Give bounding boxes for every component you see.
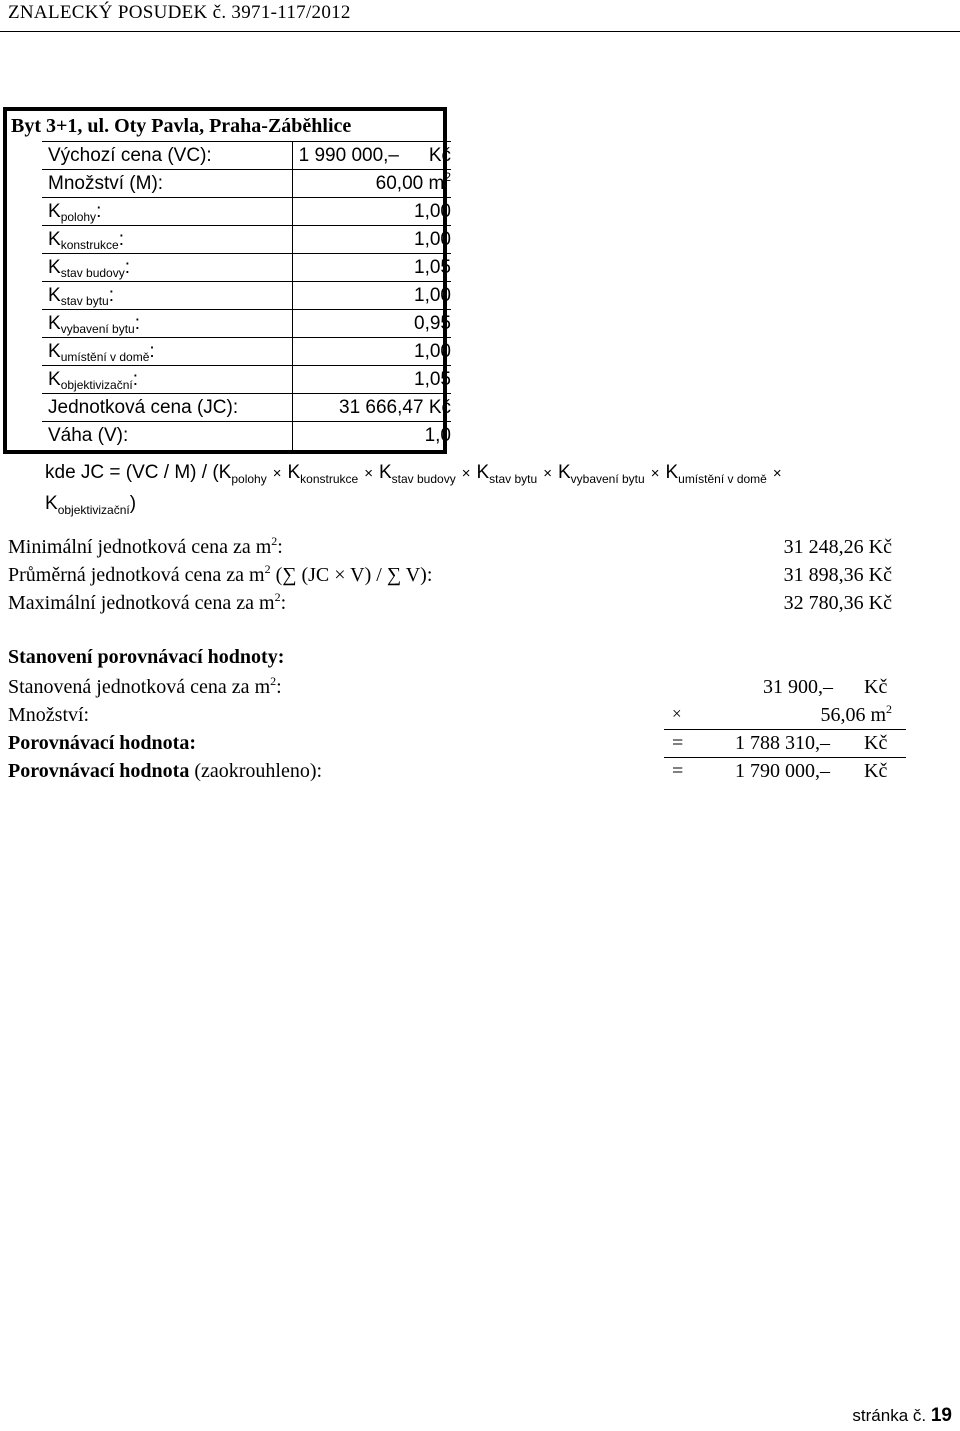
row-label: $K_{konstrukce}$: xyxy=(48,229,124,252)
row-value: 31 666,47 Kč xyxy=(339,397,451,418)
column-divider xyxy=(292,394,293,422)
determined-unit-price-value: 31 900,– xyxy=(763,676,833,698)
document-header-title: ZNALECKÝ POSUDEK č. 3971-117/2012 xyxy=(8,2,351,23)
row-k-building-state xyxy=(42,253,451,281)
min-unit-price-label: Minimální jednotková cena za $m^2$: xyxy=(8,534,283,558)
row-label: $K_{stav budovy}$: xyxy=(48,257,131,280)
comparative-value-unit: Kč xyxy=(864,732,888,754)
row-label: $K_{polohy}$: xyxy=(48,201,102,224)
page-footer xyxy=(852,1405,952,1427)
valuation-table-title: Byt 3+1, ul. Oty Pavla, Praha-Záběhlice xyxy=(11,115,352,137)
header-rule xyxy=(0,31,960,32)
quantity-value: 56,06 $m^2$ xyxy=(820,702,892,726)
row-k-equipment xyxy=(42,309,451,337)
row-k-placement xyxy=(42,337,451,365)
column-divider xyxy=(292,422,293,451)
column-divider xyxy=(292,282,293,310)
page-label: stránka č. xyxy=(852,1406,927,1425)
min-unit-price-value: 31 248,26 Kč xyxy=(783,536,892,558)
row-label: Množství (M): xyxy=(48,173,164,194)
row-label: $K_{objektivizační}$: xyxy=(48,369,139,392)
column-divider xyxy=(292,254,293,282)
column-divider xyxy=(292,310,293,338)
row-value: 1,05 xyxy=(414,369,451,390)
formula-text: kde JC = $(VC / M) / (K_{polohy} \times K_{konstrukce} \times K_{stav budovy} \times K_{stav bytu} \times K_{vybavení bytu} \times K_{umístění v domě}$ × $K_{objektivizační}$) xyxy=(45,462,782,517)
column-divider xyxy=(292,198,293,226)
avg-unit-price-value: 31 898,36 Kč xyxy=(783,564,892,586)
row-value: 1,00 xyxy=(414,341,451,362)
row-label: Váha (V): xyxy=(48,425,129,446)
avg-unit-price-label: Průměrná jednotková cena za $m^2$ (∑ (JC × V) / ∑ V): xyxy=(8,562,433,586)
row-quantity xyxy=(42,169,451,197)
determination-heading: Stanovení porovnávací hodnoty: xyxy=(8,646,285,668)
equals-operator: = xyxy=(672,760,684,782)
row-value: 0,95 xyxy=(414,313,451,334)
rounded-value: 1 790 000,– xyxy=(735,760,830,782)
equals-operator: = xyxy=(672,732,684,754)
row-value: 1,05 xyxy=(414,257,451,278)
row-k-construction xyxy=(42,225,451,253)
row-weight xyxy=(42,421,451,450)
row-label: $K_{stav bytu}$: xyxy=(48,285,114,308)
row-k-objectivization xyxy=(42,365,451,393)
row-initial-price xyxy=(42,141,451,169)
comparative-value-label: Porovnávací hodnota: xyxy=(8,732,196,754)
column-divider xyxy=(292,142,293,170)
row-value: 1,00 xyxy=(414,285,451,306)
row-label: Jednotková cena (JC): xyxy=(48,397,239,418)
column-divider xyxy=(292,366,293,394)
row-label: $K_{umístění v domě}$: xyxy=(48,341,155,364)
max-unit-price-label: Maximální jednotková cena za $m^2$: xyxy=(8,590,287,614)
rounded-value-label: Porovnávací hodnota (zaokrouhleno): xyxy=(8,760,323,782)
row-value: 1,00 xyxy=(414,229,451,250)
row-label: $K_{vybavení bytu}$: xyxy=(48,313,141,336)
row-k-flat-state xyxy=(42,281,451,309)
column-divider xyxy=(292,170,293,198)
comparative-value: 1 788 310,– xyxy=(735,732,830,754)
sum-rule xyxy=(664,729,906,730)
row-unit-price xyxy=(42,393,451,421)
determined-unit-price-unit: Kč xyxy=(864,676,888,698)
determined-unit-price-label: Stanovená jednotková cena za $m^2$: xyxy=(8,674,282,698)
row-label: Výchozí cena (VC): xyxy=(48,145,212,166)
page-number: 19 xyxy=(930,1405,952,1426)
column-divider xyxy=(292,338,293,366)
quantity-label: Množství: xyxy=(8,704,90,726)
row-k-location xyxy=(42,197,451,225)
times-operator: × xyxy=(672,704,682,723)
row-value: 1,0 xyxy=(424,425,451,446)
max-unit-price-value: 32 780,36 Kč xyxy=(783,592,892,614)
row-value: 1,00 xyxy=(414,201,451,222)
result-rule xyxy=(664,757,906,758)
row-value: 60,00 $m^2$ xyxy=(375,170,451,194)
row-value: 1 990 000,– Kč xyxy=(298,145,451,166)
column-divider xyxy=(292,226,293,254)
rounded-value-unit: Kč xyxy=(864,760,888,782)
valuation-table xyxy=(3,107,451,454)
